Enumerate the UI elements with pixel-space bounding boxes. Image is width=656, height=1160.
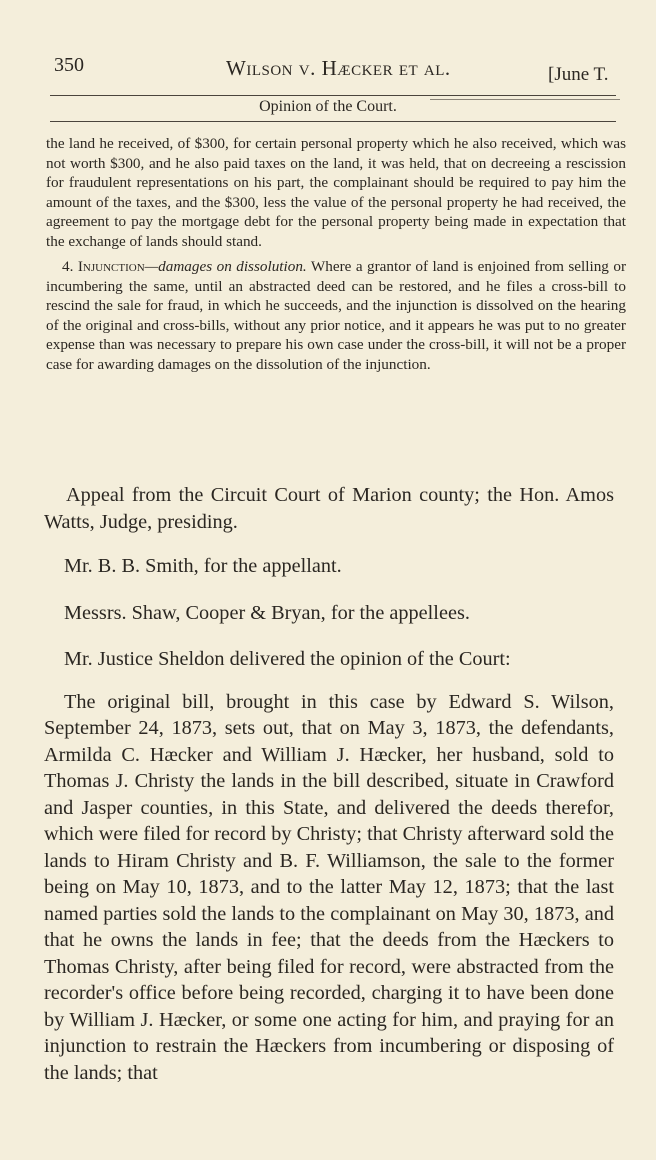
point-heading: Injunction <box>77 258 145 275</box>
appellant-counsel: Mr. B. B. Smith, for the appellant. <box>64 555 342 577</box>
opinion-body <box>44 482 614 1086</box>
running-head <box>0 52 656 92</box>
section-label: Opinion of the Court. <box>259 98 397 115</box>
point-number: 4. <box>62 258 74 275</box>
header-rule-bottom <box>50 121 616 122</box>
syllabus <box>46 134 626 374</box>
header-rule-top <box>50 95 616 96</box>
term-label: [June T. <box>548 64 609 85</box>
opinion-paragraph: The original bill, brought in this case by Edward S. Wilson, September 24, 1873, sets out, that on May 3, 1873, the defendants, Armilda C. Hæcker and William J. Hæcker, her husband, sold to Thomas J. Christy the lands in the bill described, situate in Crawford and Jasper counties, in this State, and delivered the deeds therefor, which were filed for record by Christy; that Christy afterward sold the lands to Hiram Christy and B. F. Williamson, the sale to the former being on May 10, 1873, and to the latter May 12, 1873; that the last named parties sold the lands to the complainant on May 30, 1873, and that he owns the lands in fee; that the deeds from the Hæckers to Thomas Christy, after being filed for record, were abstracted from the recorder's office before being recorded, charging it to have been done by William J. Hæcker, or some one acting for him, and praying for an injunction to restrain the Hæckers from incumbering or disposing of the lands; that <box>44 690 614 1084</box>
appellee-counsel: Messrs. Shaw, Cooper & Bryan, for the appellees. <box>64 601 470 624</box>
syllabus-point-4 <box>46 257 626 374</box>
appeal-statement: Appeal from the Circuit Court of Marion county; the Hon. Amos Watts, Judge, presiding. <box>44 484 614 533</box>
page-number: 350 <box>54 54 84 76</box>
syllabus-continuation: the land he received, of $300, for certain personal property which he also received, which was not worth $300, and he also paid taxes on the land, it was held, that on decreeing a rescission for fraudulent representations on his part, the complainant should be required to pay him the amount of the taxes, and the $300, less the value of the personal property he had received, the agreement to pay the mortgage debt for the personal property being made in expectation that the exchange of lands should stand. <box>46 135 626 250</box>
justice-line: Mr. Justice Sheldon delivered the opinion of the Court: <box>64 648 511 670</box>
case-title: Wilson v. Hæcker et al. <box>226 56 451 80</box>
point-subheading: —damages on dissolution. <box>144 258 307 275</box>
point-text: Where a grantor of land is enjoined from selling or incumbering the same, until an abstracted deed can be restored, and he files a cross-bill to rescind the sale for fraud, in which he succeeds, and the injunction is dissolved on the hearing of the original and cross-bills, without any prior notice, and it appears he was put to no greater expense than was necessary to prepare his own case under the cross-bill, it will not be a proper case for awarding damages on the dissolution of the injunction. <box>46 258 627 373</box>
